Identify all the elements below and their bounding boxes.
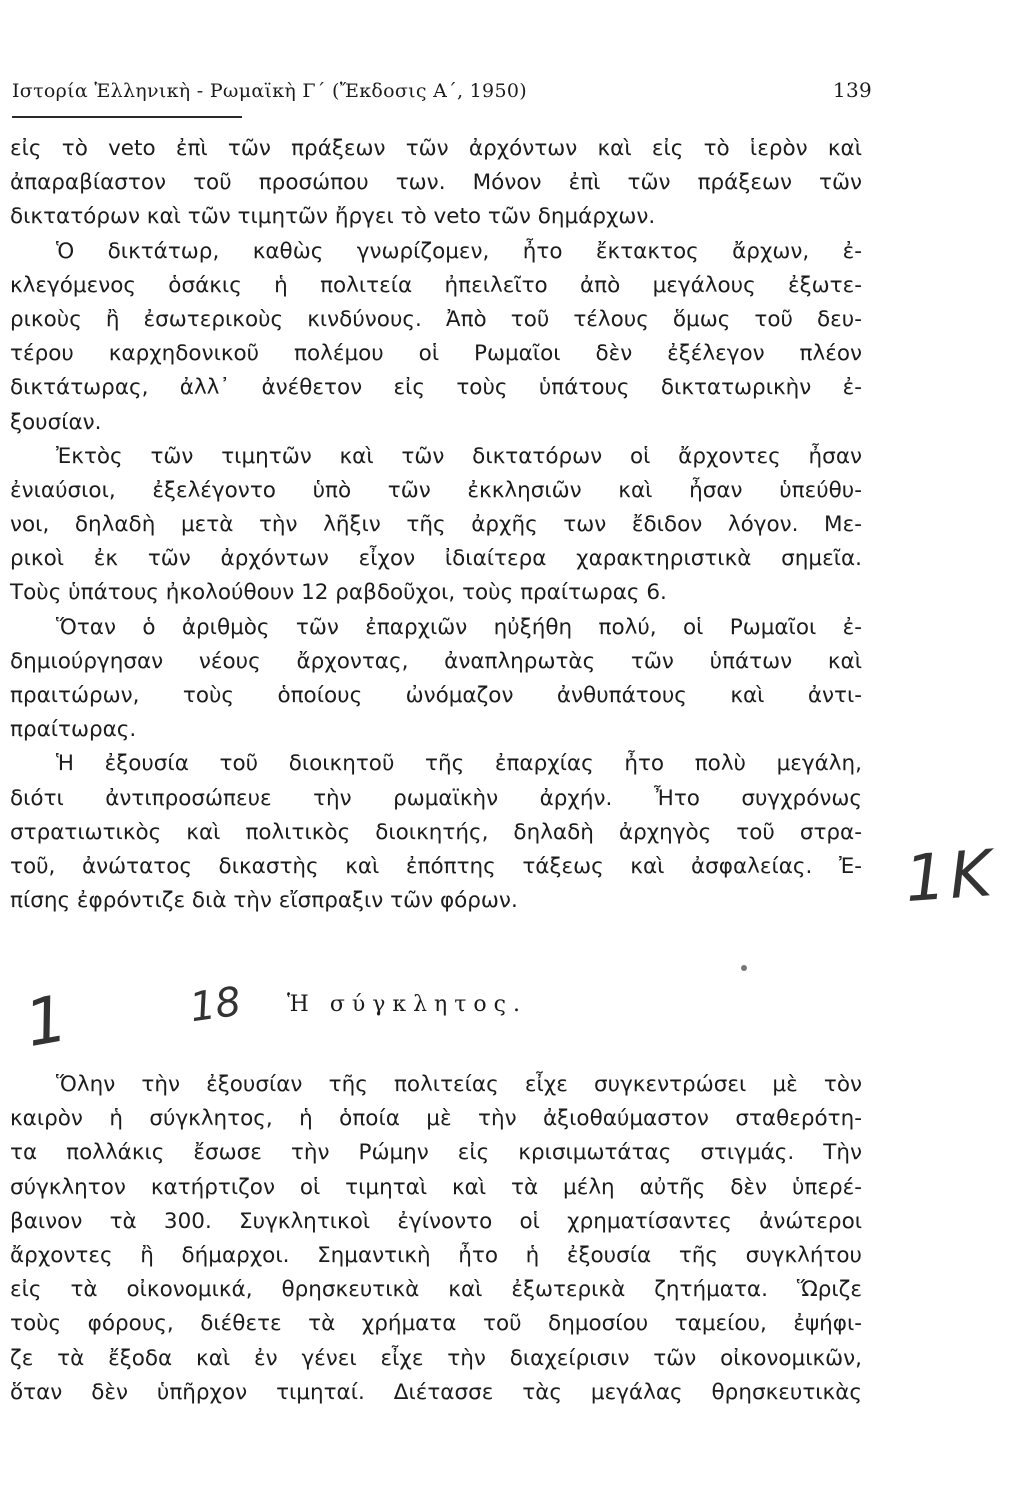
text-line: πίσης ἐφρόντιζε διὰ τὴν εἴσπραξιν τῶν φόρων. <box>10 888 518 914</box>
running-title: Ιστορία Ἑλληνικὴ - Ρωμαϊκὴ Γ΄ (Ἔκδοσις Α΄, 1950) <box>12 80 527 102</box>
text-line: ρικοὶ ἐκ τῶν ἀρχόντων εἶχον ἰδιαίτερα χαρακτηριστικὰ σημεῖα. <box>10 546 862 572</box>
text-line: εἰς τὸ veto ἐπὶ τῶν πράξεων τῶν ἀρχόντων καὶ εἰς τὸ ἱερὸν καὶ <box>10 136 862 161</box>
handwritten-number-mark: 18 <box>187 978 244 1032</box>
text-line: δημιούργησαν νέους ἄρχοντας, ἀναπληρωτὰς τῶν ὑπάτων καὶ <box>10 648 862 674</box>
text-line: ρικοὺς ἢ ἐσωτερικοὺς κινδύνους. Ἀπὸ τοῦ τέλους ὅμως τοῦ δευ- <box>10 306 862 332</box>
text-line: εἰς τὰ οἰκονομικά, θρησκευτικὰ καὶ ἐξωτερικὰ ζητήματα. Ὥριζε <box>10 1277 862 1303</box>
text-line: Ὁ δικτάτωρ, καθὼς γνωρίζομεν, ἦτο ἔκτακτος ἄρχων, ἐ- <box>56 238 862 264</box>
text-line: πραίτωρας. <box>10 717 137 743</box>
text-line: βαινον τὰ 300. Συγκλητικοὶ ἐγίνοντο οἱ χρηματίσαντες ἀνώτεροι <box>10 1208 862 1234</box>
text-line: τοὺς φόρους, διέθετε τὰ χρήματα τοῦ δημοσίου ταμείου, ἐψήφι- <box>10 1311 862 1337</box>
text-line: Τοὺς ὑπάτους ἠκολούθουν 12 ραβδοῦχοι, τοὺς πραίτωρας 6. <box>10 580 667 606</box>
body-text-section-1 <box>10 132 862 918</box>
text-line: Ὅλην τὴν ἐξουσίαν τῆς πολιτείας εἶχε συγκεντρώσει μὲ τὸν <box>56 1072 862 1097</box>
text-line: στρατιωτικὸς καὶ πολιτικὸς διοικητής, δηλαδὴ ἀρχηγὸς τοῦ στρα- <box>10 819 862 845</box>
handwritten-left-mark: 1 <box>19 982 73 1062</box>
handwritten-margin-mark: 1K <box>902 836 999 918</box>
header-rule <box>12 116 242 118</box>
ink-speck <box>741 965 747 971</box>
text-line: ἀπαραβίαστον τοῦ προσώπου των. Μόνον ἐπὶ τῶν πράξεων τῶν <box>10 170 862 196</box>
text-line: Ἐκτὸς τῶν τιμητῶν καὶ τῶν δικτατόρων οἱ ἄρχοντες ἦσαν <box>56 443 862 469</box>
text-line: σύγκλητον κατήρτιζον οἱ τιμηταὶ καὶ τὰ μέλη αὐτῆς δὲν ὑπερέ- <box>10 1174 862 1200</box>
text-line: τέρου καρχηδονικοῦ πολέμου οἱ Ρωμαῖοι δὲν ἐξέλεγον πλέον <box>10 341 862 367</box>
text-line: ζε τὰ ἔξοδα καὶ ἐν γένει εἶχε τὴν διαχείρισιν τῶν οἰκονομικῶν, <box>10 1345 862 1371</box>
section-heading: Ἡ σύγκλητος. <box>287 992 527 1017</box>
text-line: νοι, δηλαδὴ μετὰ τὴν λῆξιν τῆς ἀρχῆς των ἔδιδον λόγον. Με- <box>10 512 862 538</box>
text-line: Ὅταν ὁ ἀριθμὸς τῶν ἐπαρχιῶν ηὐξήθη πολύ, οἱ Ρωμαῖοι ἐ- <box>56 614 862 640</box>
text-line: ξουσίαν. <box>10 409 102 435</box>
text-line: ὅταν δὲν ὑπῆρχον τιμηταί. Διέτασσε τὰς μεγάλας θρησκευτικὰς <box>10 1379 862 1405</box>
text-line: ἐνιαύσιοι, ἐξελέγοντο ὑπὸ τῶν ἐκκλησιῶν καὶ ἦσαν ὑπεύθυ- <box>10 477 862 503</box>
text-line: τοῦ, ἀνώτατος δικαστὴς καὶ ἐπόπτης τάξεως καὶ ἀσφαλείας. Ἐ- <box>10 853 862 879</box>
text-line: δικτατόρων καὶ τῶν τιμητῶν ἤργει τὸ veto τῶν δημάρχων. <box>10 204 656 230</box>
text-line: δικτάτωρας, ἀλλ᾽ ἀνέθετον εἰς τοὺς ὑπάτους δικτατωρικὴν ἐ- <box>10 375 862 401</box>
text-line: τα πολλάκις ἔσωσε τὴν Ρώμην εἰς κρισιμωτάτας στιγμάς. Τὴν <box>10 1140 862 1166</box>
text-line: διότι ἀντιπροσώπευε τὴν ρωμαϊκὴν ἀρχήν. Ἦτο συγχρόνως <box>10 785 862 811</box>
text-line: καιρὸν ἡ σύγκλητος, ἡ ὁποία μὲ τὴν ἀξιοθαύμαστον σταθερότη- <box>10 1106 862 1132</box>
text-line: πραιτώρων, τοὺς ὁποίους ὠνόμαζον ἀνθυπάτους καὶ ἀντι- <box>10 683 862 708</box>
text-line: ἄρχοντες ἢ δήμαρχοι. Σημαντικὴ ἦτο ἡ ἐξουσία τῆς συγκλήτου <box>10 1242 862 1268</box>
text-line: Ἡ ἐξουσία τοῦ διοικητοῦ τῆς ἐπαρχίας ἦτο πολὺ μεγάλη, <box>56 751 862 777</box>
running-head <box>12 74 872 114</box>
body-text-section-2 <box>10 1068 862 1410</box>
page-number: 139 <box>832 78 872 102</box>
text-line: κλεγόμενος ὁσάκις ἡ πολιτεία ἠπειλεῖτο ἀπὸ μεγάλους ἐξωτε- <box>10 272 862 298</box>
